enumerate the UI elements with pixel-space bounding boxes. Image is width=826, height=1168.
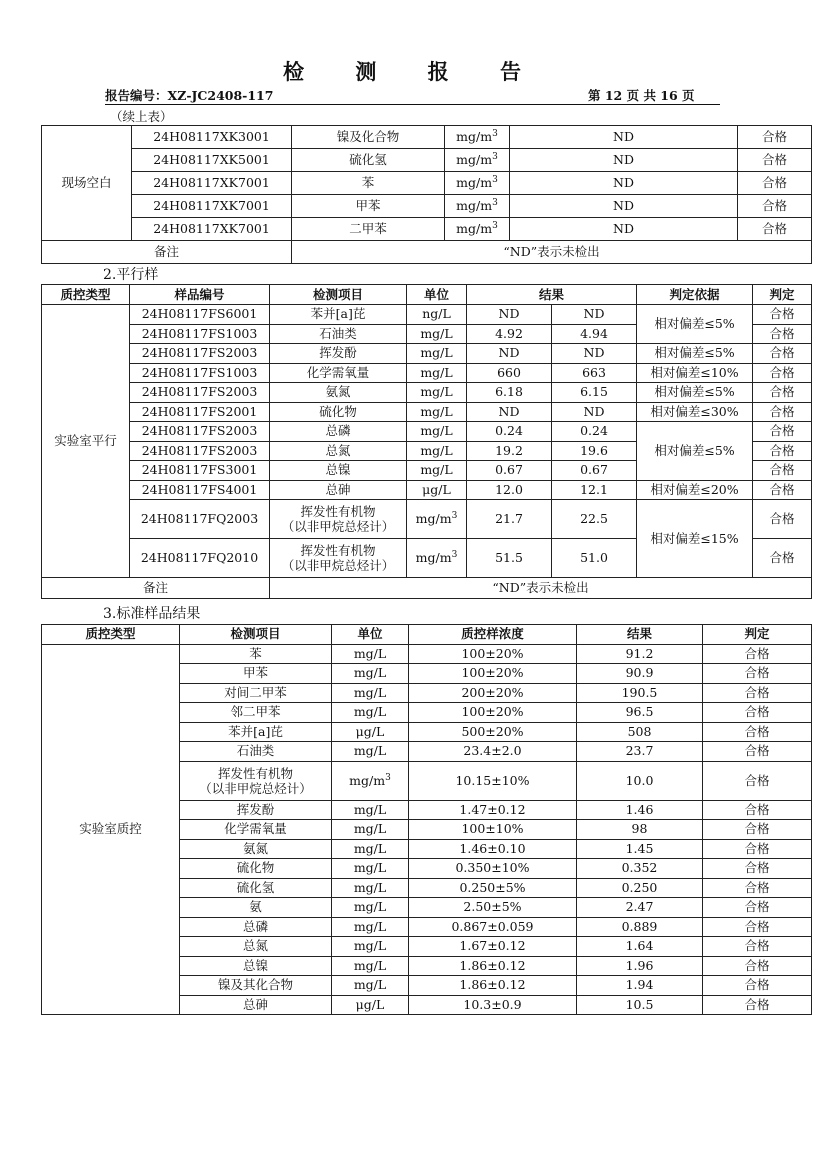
unit: mg/L <box>332 956 409 976</box>
qc-concentration: 10.3±0.9 <box>409 995 577 1015</box>
remark-label: 备注 <box>42 578 270 599</box>
result-2: ND <box>552 344 637 364</box>
result: 23.7 <box>577 742 703 762</box>
unit: mg/L <box>407 422 467 442</box>
verdict: 合格 <box>703 703 812 723</box>
sample-id: 24H08117FS6001 <box>130 305 270 325</box>
sample-id: 24H08117XK7001 <box>132 172 292 195</box>
verdict: 合格 <box>738 172 812 195</box>
result-1: 19.2 <box>467 441 552 461</box>
result: 1.46 <box>577 800 703 820</box>
verdict: 合格 <box>703 664 812 684</box>
verdict: 合格 <box>703 995 812 1015</box>
verdict: 合格 <box>753 461 812 481</box>
result-2: 0.67 <box>552 461 637 481</box>
unit: mg/L <box>332 742 409 762</box>
result-2: 663 <box>552 363 637 383</box>
test-item: 苯 <box>180 644 332 664</box>
sample-id: 24H08117FS4001 <box>130 480 270 500</box>
verdict: 合格 <box>703 644 812 664</box>
result-2: 12.1 <box>552 480 637 500</box>
unit: mg/L <box>407 363 467 383</box>
test-item: 总砷 <box>180 995 332 1015</box>
qc-category-cell: 现场空白 <box>42 126 132 241</box>
verdict: 合格 <box>703 976 812 996</box>
qc-concentration: 1.86±0.12 <box>409 956 577 976</box>
test-item: 化学需氧量 <box>270 363 407 383</box>
unit: mg/L <box>407 344 467 364</box>
test-item: 硫化氢 <box>292 149 445 172</box>
test-item: 硫化物 <box>270 402 407 422</box>
test-item: 对间二甲苯 <box>180 683 332 703</box>
unit: mg/L <box>332 898 409 918</box>
sample-id: 24H08117FS1003 <box>130 363 270 383</box>
verdict: 合格 <box>703 722 812 742</box>
unit: mg/L <box>407 461 467 481</box>
result: ND <box>510 172 738 195</box>
result: 10.5 <box>577 995 703 1015</box>
unit: $mg/m^3$ <box>332 761 409 800</box>
test-item: 挥发酚 <box>270 344 407 364</box>
test-item: 甲苯 <box>180 664 332 684</box>
result-2: ND <box>552 402 637 422</box>
unit: mg/L <box>332 644 409 664</box>
unit: mg/L <box>332 859 409 879</box>
test-item: 石油类 <box>180 742 332 762</box>
unit: mg/L <box>407 402 467 422</box>
result-2: 22.5 <box>552 500 637 539</box>
qc-concentration: 1.46±0.10 <box>409 839 577 859</box>
test-item: 苯 <box>292 172 445 195</box>
field-blank-table <box>41 125 812 264</box>
sample-id: 24H08117FS2003 <box>130 441 270 461</box>
verdict: 合格 <box>703 898 812 918</box>
test-item: 挥发酚 <box>180 800 332 820</box>
report-title: 检 测 报 告 <box>283 59 543 84</box>
qc-concentration: 1.47±0.12 <box>409 800 577 820</box>
criteria: 相对偏差≤5% <box>637 383 753 403</box>
criteria: 相对偏差≤15% <box>637 500 753 578</box>
unit: $mg/m^3$ <box>445 149 510 172</box>
unit: mg/L <box>332 878 409 898</box>
sample-id: 24H08117FS2003 <box>130 422 270 442</box>
verdict: 合格 <box>753 500 812 539</box>
sample-id: 24H08117FS2003 <box>130 344 270 364</box>
unit: mg/L <box>332 800 409 820</box>
qc-category-cell: 实验室质控 <box>42 644 180 1015</box>
verdict: 合格 <box>703 742 812 762</box>
result-1: ND <box>467 344 552 364</box>
test-item: 总氮 <box>180 937 332 957</box>
unit: mg/L <box>332 976 409 996</box>
sample-id: 24H08117XK5001 <box>132 149 292 172</box>
unit: μg/L <box>407 480 467 500</box>
unit: mg/L <box>332 839 409 859</box>
unit: $mg/m^3$ <box>445 126 510 149</box>
remark-text: “ND”表示未检出 <box>270 578 812 599</box>
sample-id: 24H08117XK7001 <box>132 218 292 241</box>
verdict: 合格 <box>753 402 812 422</box>
verdict: 合格 <box>738 149 812 172</box>
verdict: 合格 <box>753 363 812 383</box>
result: 90.9 <box>577 664 703 684</box>
test-item: 总砷 <box>270 480 407 500</box>
qc-concentration: 10.15±10% <box>409 761 577 800</box>
unit: mg/L <box>407 324 467 344</box>
test-item: 邻二甲苯 <box>180 703 332 723</box>
qc-concentration: 100±10% <box>409 820 577 840</box>
report-number: 报告编号：XZ-JC2408-117 <box>105 88 274 103</box>
col-header: 单位 <box>407 285 467 305</box>
continued-note: （续上表） <box>110 109 173 124</box>
result-1: 0.67 <box>467 461 552 481</box>
test-item: 硫化氢 <box>180 878 332 898</box>
result-1: 4.92 <box>467 324 552 344</box>
test-item: 氨 <box>180 898 332 918</box>
verdict: 合格 <box>703 839 812 859</box>
unit: $mg/m^3$ <box>445 172 510 195</box>
result-2: 51.0 <box>552 539 637 578</box>
result: 98 <box>577 820 703 840</box>
result-1: ND <box>467 402 552 422</box>
test-item: 挥发性有机物 （以非甲烷总烃计） <box>270 500 407 539</box>
result: 2.47 <box>577 898 703 918</box>
parallel-sample-table <box>41 284 812 599</box>
result-1: 0.24 <box>467 422 552 442</box>
unit: μg/L <box>332 995 409 1015</box>
verdict: 合格 <box>703 761 812 800</box>
qc-concentration: 500±20% <box>409 722 577 742</box>
result-2: 0.24 <box>552 422 637 442</box>
test-item: 石油类 <box>270 324 407 344</box>
verdict: 合格 <box>703 878 812 898</box>
result-1: 6.18 <box>467 383 552 403</box>
verdict: 合格 <box>703 820 812 840</box>
verdict: 合格 <box>753 422 812 442</box>
result-2: 4.94 <box>552 324 637 344</box>
result: 0.889 <box>577 917 703 937</box>
col-header: 质控类型 <box>42 625 180 645</box>
unit: ng/L <box>407 305 467 325</box>
result-2: 6.15 <box>552 383 637 403</box>
col-header: 判定依据 <box>637 285 753 305</box>
criteria: 相对偏差≤5% <box>637 305 753 344</box>
qc-concentration: 0.350±10% <box>409 859 577 879</box>
result: 190.5 <box>577 683 703 703</box>
col-header: 判定 <box>703 625 812 645</box>
qc-concentration: 1.86±0.12 <box>409 976 577 996</box>
test-item: 苯并[a]芘 <box>270 305 407 325</box>
result: ND <box>510 218 738 241</box>
test-item: 总氮 <box>270 441 407 461</box>
qc-concentration: 200±20% <box>409 683 577 703</box>
unit: mg/L <box>332 664 409 684</box>
verdict: 合格 <box>703 937 812 957</box>
standard-sample-table <box>41 624 812 1015</box>
section-title-standard: 3.标准样品结果 <box>103 606 201 622</box>
sample-id: 24H08117FS2001 <box>130 402 270 422</box>
col-header: 单位 <box>332 625 409 645</box>
verdict: 合格 <box>753 344 812 364</box>
verdict: 合格 <box>753 480 812 500</box>
col-header: 质控类型 <box>42 285 130 305</box>
result-1: 21.7 <box>467 500 552 539</box>
unit: mg/L <box>332 683 409 703</box>
col-header: 结果 <box>577 625 703 645</box>
qc-concentration: 0.867±0.059 <box>409 917 577 937</box>
verdict: 合格 <box>738 218 812 241</box>
test-item: 甲苯 <box>292 195 445 218</box>
test-item: 氨氮 <box>270 383 407 403</box>
unit: mg/L <box>332 820 409 840</box>
test-item: 挥发性有机物 （以非甲烷总烃计） <box>180 761 332 800</box>
qc-concentration: 2.50±5% <box>409 898 577 918</box>
test-item: 二甲苯 <box>292 218 445 241</box>
test-item: 苯并[a]芘 <box>180 722 332 742</box>
unit: $mg/m^3$ <box>445 218 510 241</box>
result: ND <box>510 126 738 149</box>
result-1: 12.0 <box>467 480 552 500</box>
result: 0.352 <box>577 859 703 879</box>
remark-text: “ND”表示未检出 <box>292 241 812 264</box>
sample-id: 24H08117XK3001 <box>132 126 292 149</box>
unit: $mg/m^3$ <box>407 539 467 578</box>
qc-category-cell: 实验室平行 <box>42 305 130 578</box>
sample-id: 24H08117XK7001 <box>132 195 292 218</box>
test-item: 总镍 <box>270 461 407 481</box>
result: 1.94 <box>577 976 703 996</box>
verdict: 合格 <box>753 324 812 344</box>
unit: mg/L <box>332 937 409 957</box>
test-item: 总磷 <box>180 917 332 937</box>
unit: $mg/m^3$ <box>407 500 467 539</box>
criteria: 相对偏差≤5% <box>637 422 753 481</box>
sample-id: 24H08117FQ2010 <box>130 539 270 578</box>
result: 1.45 <box>577 839 703 859</box>
col-header: 检测项目 <box>180 625 332 645</box>
unit: $mg/m^3$ <box>445 195 510 218</box>
result: 96.5 <box>577 703 703 723</box>
criteria: 相对偏差≤20% <box>637 480 753 500</box>
verdict: 合格 <box>753 441 812 461</box>
verdict: 合格 <box>703 956 812 976</box>
criteria: 相对偏差≤30% <box>637 402 753 422</box>
qc-concentration: 100±20% <box>409 644 577 664</box>
verdict: 合格 <box>753 539 812 578</box>
result-2: ND <box>552 305 637 325</box>
col-header: 判定 <box>753 285 812 305</box>
result: 10.0 <box>577 761 703 800</box>
unit: mg/L <box>407 441 467 461</box>
result-1: 660 <box>467 363 552 383</box>
unit: mg/L <box>332 917 409 937</box>
result-1: 51.5 <box>467 539 552 578</box>
result: ND <box>510 195 738 218</box>
test-item: 氨氮 <box>180 839 332 859</box>
test-item: 挥发性有机物 （以非甲烷总烃计） <box>270 539 407 578</box>
test-item: 镍及其化合物 <box>180 976 332 996</box>
verdict: 合格 <box>753 305 812 325</box>
verdict: 合格 <box>753 383 812 403</box>
result-2: 19.6 <box>552 441 637 461</box>
remark-label: 备注 <box>42 241 292 264</box>
verdict: 合格 <box>703 859 812 879</box>
verdict: 合格 <box>738 195 812 218</box>
col-header: 结果 <box>467 285 637 305</box>
test-item: 总镍 <box>180 956 332 976</box>
result: 508 <box>577 722 703 742</box>
col-header: 样品编号 <box>130 285 270 305</box>
sample-id: 24H08117FS2003 <box>130 383 270 403</box>
qc-concentration: 23.4±2.0 <box>409 742 577 762</box>
test-item: 硫化物 <box>180 859 332 879</box>
test-item: 镍及化合物 <box>292 126 445 149</box>
unit: mg/L <box>332 703 409 723</box>
col-header: 检测项目 <box>270 285 407 305</box>
page-indicator: 第 12 页 共 16 页 <box>588 88 695 103</box>
qc-concentration: 100±20% <box>409 664 577 684</box>
qc-concentration: 100±20% <box>409 703 577 723</box>
sample-id: 24H08117FS3001 <box>130 461 270 481</box>
qc-concentration: 0.250±5% <box>409 878 577 898</box>
verdict: 合格 <box>703 800 812 820</box>
verdict: 合格 <box>703 917 812 937</box>
sample-id: 24H08117FS1003 <box>130 324 270 344</box>
verdict: 合格 <box>738 126 812 149</box>
sample-id: 24H08117FQ2003 <box>130 500 270 539</box>
unit: μg/L <box>332 722 409 742</box>
result: 1.64 <box>577 937 703 957</box>
section-title-parallel: 2.平行样 <box>103 267 159 283</box>
result: 0.250 <box>577 878 703 898</box>
result: 91.2 <box>577 644 703 664</box>
test-item: 化学需氧量 <box>180 820 332 840</box>
test-item: 总磷 <box>270 422 407 442</box>
result: ND <box>510 149 738 172</box>
result-1: ND <box>467 305 552 325</box>
verdict: 合格 <box>703 683 812 703</box>
criteria: 相对偏差≤5% <box>637 344 753 364</box>
qc-concentration: 1.67±0.12 <box>409 937 577 957</box>
criteria: 相对偏差≤10% <box>637 363 753 383</box>
col-header: 质控样浓度 <box>409 625 577 645</box>
unit: mg/L <box>407 383 467 403</box>
header-rule <box>105 104 720 105</box>
result: 1.96 <box>577 956 703 976</box>
